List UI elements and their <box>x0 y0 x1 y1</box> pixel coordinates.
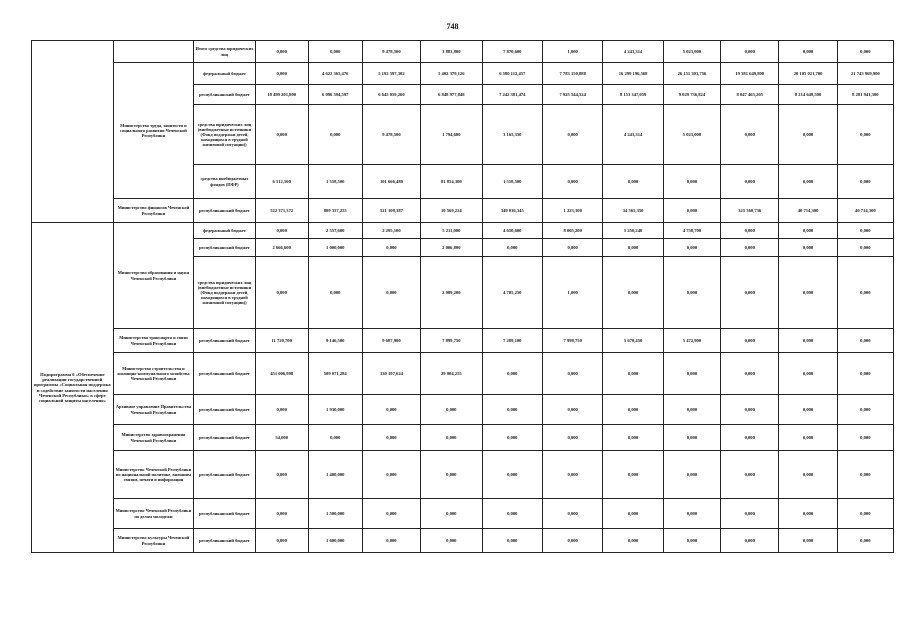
value-cell: 0,000 <box>779 41 837 63</box>
value-cell: 0,000 <box>837 451 893 499</box>
source-cell: Итого средства юридических лиц <box>194 41 255 63</box>
org-cell: Министерство здравоохранения Чеченской Республики <box>113 425 194 451</box>
source-cell: республиканский бюджет <box>194 85 255 105</box>
value-cell: 1 558,500 <box>308 165 362 199</box>
value-cell: 0,000 <box>663 425 720 451</box>
value-cell: 9 478,500 <box>362 105 420 165</box>
value-cell: 0,000 <box>721 499 779 529</box>
org-cell: Министерство культуры Чеченской Республики <box>113 529 194 553</box>
value-cell: 0,000 <box>255 451 308 499</box>
value-cell: 0,000 <box>482 529 542 553</box>
value-cell: 330 197,624 <box>362 353 420 395</box>
value-cell: 521 108,387 <box>362 199 420 223</box>
source-cell: средства юридических лиц (внебюджетные источники (Фонд поддержки детей, находящихся в трудной жизненной ситуации)) <box>194 257 255 329</box>
value-cell: 0,000 <box>837 353 893 395</box>
value-cell: 0,000 <box>837 257 893 329</box>
value-cell: 0,000 <box>779 329 837 353</box>
page-number: 748 <box>446 22 459 31</box>
org-cell: Министерство Чеченской Республики по национальной политике, внешним связям, печати и информации <box>113 451 194 499</box>
value-cell: 1 794,600 <box>421 105 482 165</box>
value-cell: 509 071,284 <box>308 353 362 395</box>
value-cell: 0,000 <box>482 353 542 395</box>
value-cell: 325 360,736 <box>721 199 779 223</box>
value-cell: 2 557,600 <box>308 223 362 239</box>
value-cell: 40 714,300 <box>779 199 837 223</box>
value-cell: 0,000 <box>663 257 720 329</box>
value-cell: 19 381 649,800 <box>721 63 779 85</box>
value-cell: 8 005,200 <box>542 223 602 239</box>
value-cell: 0,000 <box>362 499 420 529</box>
value-cell: 0,000 <box>663 239 720 257</box>
value-cell: 1,000 <box>542 41 602 63</box>
source-cell: республиканский бюджет <box>194 395 255 425</box>
table-row <box>32 329 894 353</box>
value-cell: 0,000 <box>362 395 420 425</box>
value-cell: 10 499 201,800 <box>255 85 308 105</box>
value-cell: 0,000 <box>837 105 893 165</box>
value-cell: 0,000 <box>542 105 602 165</box>
value-cell: 0,000 <box>721 395 779 425</box>
value-cell: 1 930,000 <box>308 395 362 425</box>
org-cell: Министерство строительства и жилищно-коммунального хозяйства Чеченской Республики <box>113 353 194 395</box>
value-cell: 1 558,500 <box>482 165 542 199</box>
value-cell: 0,000 <box>721 239 779 257</box>
org-cell <box>113 41 194 63</box>
value-cell: 0,000 <box>255 63 308 85</box>
value-cell: 1 400,000 <box>308 451 362 499</box>
value-cell: 0,000 <box>663 451 720 499</box>
value-cell: 0,000 <box>779 425 837 451</box>
value-cell: 0,000 <box>482 499 542 529</box>
value-cell: 7 998,750 <box>542 329 602 353</box>
value-cell: 0,000 <box>663 499 720 529</box>
value-cell: 0,000 <box>721 353 779 395</box>
org-cell: Министерство труда, занятости и социального развития Чеченской Республики <box>113 63 194 199</box>
value-cell: 0,000 <box>779 239 837 257</box>
value-cell: 0,000 <box>721 451 779 499</box>
value-cell: 29 904,255 <box>421 353 482 395</box>
value-cell: 0,000 <box>837 329 893 353</box>
value-cell: 0,000 <box>779 395 837 425</box>
value-cell: 0,000 <box>255 529 308 553</box>
value-cell: 8 047 465,205 <box>721 85 779 105</box>
value-cell: 0,000 <box>721 425 779 451</box>
value-cell: 0,000 <box>721 105 779 165</box>
value-cell: 0,000 <box>721 529 779 553</box>
value-cell: 1 600,000 <box>308 529 362 553</box>
value-cell: 0,000 <box>779 257 837 329</box>
value-cell: 1,000 <box>542 257 602 329</box>
value-cell: 26 151 303,756 <box>663 63 720 85</box>
value-cell: 5 211,000 <box>421 223 482 239</box>
value-cell: 7 870,600 <box>482 41 542 63</box>
value-cell: 0,000 <box>837 239 893 257</box>
value-cell: 2 006,800 <box>421 239 482 257</box>
value-cell: 34 565,350 <box>603 199 663 223</box>
value-cell: 81 854,300 <box>421 165 482 199</box>
value-cell: 0,000 <box>255 41 308 63</box>
value-cell: 7 925 544,524 <box>542 85 602 105</box>
source-cell: средства внебюджетных фондов (ПФР) <box>194 165 255 199</box>
table-row <box>32 41 894 63</box>
value-cell: 2 089,200 <box>421 257 482 329</box>
value-cell: 5 023,000 <box>663 41 720 63</box>
value-cell: 0,000 <box>542 499 602 529</box>
value-cell: 2 666,600 <box>255 239 308 257</box>
value-cell: 54,000 <box>255 425 308 451</box>
value-cell: 0,000 <box>779 353 837 395</box>
value-cell: 0,000 <box>603 451 663 499</box>
value-cell: 0,000 <box>255 499 308 529</box>
source-cell: республиканский бюджет <box>194 239 255 257</box>
value-cell: 0,000 <box>482 239 542 257</box>
value-cell: 0,000 <box>308 105 362 165</box>
value-cell: 809 357,255 <box>308 199 362 223</box>
value-cell: 0,000 <box>421 499 482 529</box>
value-cell: 0,000 <box>837 395 893 425</box>
value-cell: 0,000 <box>421 451 482 499</box>
value-cell: 21 743 969,900 <box>837 63 893 85</box>
value-cell: 0,000 <box>663 165 720 199</box>
value-cell: 0,000 <box>721 223 779 239</box>
value-cell: 20 105 021,700 <box>779 63 837 85</box>
value-cell: 0,000 <box>542 529 602 553</box>
value-cell: 0,000 <box>837 499 893 529</box>
value-cell: 1 223,100 <box>542 199 602 223</box>
value-cell: 7 783 150,888 <box>542 63 602 85</box>
program-cell: Подпрограмма 6 «Обеспечение реализации государственной программы «Социальная поддержка и содействие занятости населения Чеченской Республики» в сфере социальной защиты населения» <box>32 223 114 553</box>
value-cell: 0,000 <box>779 499 837 529</box>
value-cell: 0,000 <box>603 239 663 257</box>
value-cell: 3 165,350 <box>482 105 542 165</box>
source-cell: республиканский бюджет <box>194 451 255 499</box>
budget-table <box>31 40 894 553</box>
value-cell: 0,000 <box>482 395 542 425</box>
table-row <box>32 499 894 529</box>
value-cell: 40 714,300 <box>837 199 893 223</box>
value-cell: 5 472,900 <box>663 329 720 353</box>
source-cell: средства юридических лиц (внебюджетные источники (Фонд поддержки детей, находящихся в трудной жизненной ситуации)) <box>194 105 255 165</box>
value-cell: 0,000 <box>779 165 837 199</box>
value-cell: 0,000 <box>255 395 308 425</box>
value-cell: 0,000 <box>837 529 893 553</box>
value-cell: 451 006,998 <box>255 353 308 395</box>
value-cell: 0,000 <box>779 223 837 239</box>
value-cell: 7 242 381,474 <box>482 85 542 105</box>
value-cell: 4 758,700 <box>663 223 720 239</box>
value-cell: 0,000 <box>421 395 482 425</box>
value-cell: 0,000 <box>421 529 482 553</box>
value-cell: 0,000 <box>663 395 720 425</box>
table-row <box>32 451 894 499</box>
value-cell: 0,000 <box>721 41 779 63</box>
value-cell: 0,000 <box>721 329 779 353</box>
value-cell: 10 569,224 <box>421 199 482 223</box>
value-cell: 7 289,100 <box>482 329 542 353</box>
source-cell: республиканский бюджет <box>194 529 255 553</box>
value-cell: 0,000 <box>482 451 542 499</box>
value-cell: 1 500,000 <box>308 499 362 529</box>
value-cell: 11 720,700 <box>255 329 308 353</box>
value-cell: 0,000 <box>603 353 663 395</box>
value-cell: 6 580 112,457 <box>482 63 542 85</box>
value-cell: 8 281 941,300 <box>837 85 893 105</box>
source-cell: федеральный бюджет <box>194 223 255 239</box>
value-cell: 0,000 <box>362 451 420 499</box>
program-cell <box>32 41 114 223</box>
value-cell: 4 243,314 <box>603 41 663 63</box>
value-cell: 0,000 <box>603 257 663 329</box>
value-cell: 6 096 594,597 <box>308 85 362 105</box>
value-cell: 0,000 <box>603 395 663 425</box>
table-row <box>32 395 894 425</box>
table-row <box>32 199 894 223</box>
value-cell: 522 371,372 <box>255 199 308 223</box>
source-cell: республиканский бюджет <box>194 353 255 395</box>
value-cell: 0,000 <box>837 41 893 63</box>
value-cell: 8 153 347,059 <box>603 85 663 105</box>
org-cell: Министерство финансов Чеченской Республики <box>113 199 194 223</box>
value-cell: 0,000 <box>663 199 720 223</box>
value-cell: 0,000 <box>663 353 720 395</box>
value-cell: 0,000 <box>721 165 779 199</box>
value-cell: 0,000 <box>421 425 482 451</box>
value-cell: 0,000 <box>255 105 308 165</box>
org-cell: Министерство образования и науки Чеченской Республики <box>113 223 194 329</box>
value-cell: 0,000 <box>255 257 308 329</box>
value-cell: 0,000 <box>482 425 542 451</box>
value-cell: 4 622 365,476 <box>308 63 362 85</box>
value-cell: 0,000 <box>308 257 362 329</box>
source-cell: федеральный бюджет <box>194 63 255 85</box>
table-row <box>32 353 894 395</box>
value-cell: 0,000 <box>721 257 779 329</box>
source-cell: республиканский бюджет <box>194 329 255 353</box>
value-cell: 16 299 196,568 <box>603 63 663 85</box>
value-cell: 0,000 <box>255 223 308 239</box>
value-cell: 0,000 <box>779 451 837 499</box>
value-cell: 0,000 <box>603 499 663 529</box>
value-cell: 0,000 <box>308 425 362 451</box>
value-cell: 5 402 379,126 <box>421 63 482 85</box>
value-cell: 5 192 597,302 <box>362 63 420 85</box>
value-cell: 0,000 <box>362 425 420 451</box>
org-cell: Архивное управление Правительства Чеченской Республики <box>113 395 194 425</box>
value-cell: 0,000 <box>542 451 602 499</box>
value-cell: 0,000 <box>603 529 663 553</box>
value-cell: 0,000 <box>837 165 893 199</box>
value-cell: 0,000 <box>362 529 420 553</box>
value-cell: 5 023,000 <box>663 105 720 165</box>
value-cell: 0,000 <box>362 239 420 257</box>
value-cell: 6 848 977,848 <box>421 85 482 105</box>
table-row <box>32 529 894 553</box>
value-cell: 6 645 059,260 <box>362 85 420 105</box>
value-cell: 9 687,900 <box>362 329 420 353</box>
value-cell: 0,000 <box>779 105 837 165</box>
value-cell: 0,000 <box>542 239 602 257</box>
org-cell: Министерство Чеченской Республики по делам молодежи <box>113 499 194 529</box>
value-cell: 1 000,000 <box>308 239 362 257</box>
value-cell: 0,000 <box>837 223 893 239</box>
value-cell: 101 666,480 <box>362 165 420 199</box>
table-row <box>32 223 894 239</box>
value-cell: 7 899,750 <box>421 329 482 353</box>
value-cell: 0,000 <box>603 425 663 451</box>
source-cell: республиканский бюджет <box>194 425 255 451</box>
value-cell: 6 512,500 <box>255 165 308 199</box>
value-cell: 4 705,250 <box>482 257 542 329</box>
value-cell: 0,000 <box>542 353 602 395</box>
value-cell: 349 036,345 <box>482 199 542 223</box>
value-cell: 0,000 <box>663 529 720 553</box>
value-cell: 4 243,314 <box>603 105 663 165</box>
table-row <box>32 63 894 85</box>
org-cell: Министерство транспорта и связи Чеченской Республики <box>113 329 194 353</box>
value-cell: 4 650,600 <box>482 223 542 239</box>
source-cell: республиканский бюджет <box>194 499 255 529</box>
value-cell: 0,000 <box>837 425 893 451</box>
value-cell: 0,000 <box>542 165 602 199</box>
value-cell: 8 214 649,500 <box>779 85 837 105</box>
value-cell: 2 295,100 <box>362 223 420 239</box>
table-row <box>32 425 894 451</box>
value-cell: 0,000 <box>362 257 420 329</box>
value-cell: 9 146,500 <box>308 329 362 353</box>
value-cell: 0,000 <box>542 395 602 425</box>
value-cell: 5 250,240 <box>603 223 663 239</box>
value-cell: 0,000 <box>779 529 837 553</box>
value-cell: 5 670,450 <box>603 329 663 353</box>
value-cell: 0,000 <box>542 425 602 451</box>
value-cell: 0,000 <box>308 41 362 63</box>
value-cell: 9 478,500 <box>362 41 420 63</box>
value-cell: 0,000 <box>603 165 663 199</box>
value-cell: 3 883,800 <box>421 41 482 63</box>
source-cell: республиканский бюджет <box>194 199 255 223</box>
value-cell: 9 029 736,824 <box>663 85 720 105</box>
